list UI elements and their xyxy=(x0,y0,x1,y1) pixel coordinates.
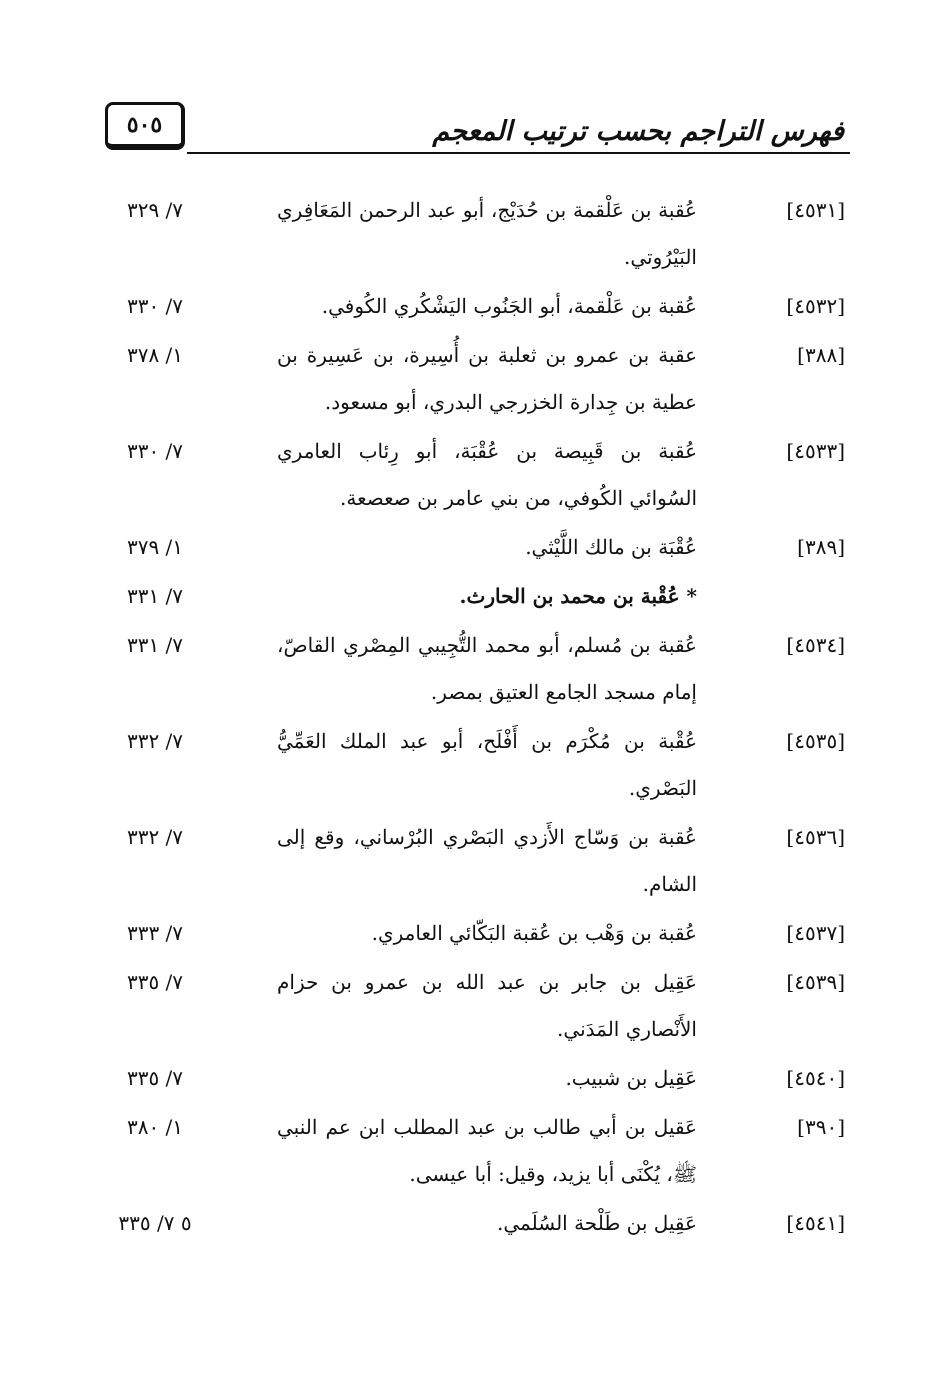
entry-reference: ٧/ ٣٣٥ xyxy=(126,970,184,994)
entry-text: عُقبة بن مُسلم، أبو محمد التُّجِيبي المِصْري القاصّ، إمام مسجد الجامع العتيق بمصر. xyxy=(277,633,697,704)
entry-text: عُقبة بن وَهْب بن عُقبة البَكّائي العامري. xyxy=(371,921,697,945)
index-entry xyxy=(105,573,845,622)
index-entries xyxy=(105,187,845,1249)
entry-number: [٤٥٣٥] xyxy=(786,729,845,753)
entry-text: عَقِيل بن جابر بن عبد الله بن عمرو بن حزام الأَنْصاري المَدَني. xyxy=(277,970,697,1041)
index-entry xyxy=(105,622,845,718)
entry-number: [٤٥٣٩] xyxy=(786,970,845,994)
index-entry xyxy=(105,524,845,573)
index-entry xyxy=(105,718,845,814)
entry-number: [٤٥٤١] xyxy=(786,1211,845,1235)
index-entry xyxy=(105,1104,845,1200)
page-header xyxy=(105,102,850,160)
index-entry xyxy=(105,1200,845,1249)
index-entry xyxy=(105,187,845,283)
entry-number: [٣٩٠] xyxy=(797,1115,845,1139)
page-number: ٥٠٥ xyxy=(105,102,185,150)
entry-reference: ٧/ ٣٣٣ xyxy=(126,921,184,945)
entry-text: عُقبة بن عَلْقمة بن حُدَيْج، أبو عبد الرحمن المَعَافِري البَيْرُوتي. xyxy=(277,198,697,269)
index-entry xyxy=(105,959,845,1055)
entry-reference: ٥ ٧/ ٣٣٥ xyxy=(118,1211,192,1235)
entry-reference: ٧/ ٣٢٩ xyxy=(126,198,184,222)
index-entry xyxy=(105,1055,845,1104)
entry-number: [٣٨٨] xyxy=(797,343,845,367)
entry-reference: ٧/ ٣٣٢ xyxy=(126,825,184,849)
entry-text: * عُقْبة بن محمد بن الحارث. xyxy=(459,584,697,608)
entry-number: [٤٥٣٣] xyxy=(786,439,845,463)
entry-number xyxy=(745,573,845,620)
entry-reference: ٧/ ٣٣١ xyxy=(126,633,184,657)
entry-number: [٤٥٣٢] xyxy=(786,294,845,318)
entry-reference: ١/ ٣٨٠ xyxy=(126,1115,184,1139)
index-entry xyxy=(105,283,845,332)
entry-text: عَقيل بن أبي طالب بن عبد المطلب ابن عم النبي ﷺ، يُكْنَى أبا يزيد، وقيل: أبا عيسى. xyxy=(277,1115,697,1186)
entry-text: عُقبة بن قَبِيصة بن عُقْبَة، أبو رِئاب العامري السُوائي الكُوفي، من بني عامر بن صعصعة. xyxy=(277,439,697,510)
entry-reference: ٧/ ٣٣١ xyxy=(126,584,184,608)
entry-reference: ٧/ ٣٣٢ xyxy=(126,729,184,753)
entry-text: عُقبة بن وَسّاج الأَزدي البَصْري البُرْساني، وقع إلى الشام. xyxy=(277,825,697,896)
entry-text: عُقْبَة بن مالك اللَّيْثي. xyxy=(525,535,697,559)
index-entry xyxy=(105,428,845,524)
entry-text: عُقْبة بن مُكْرَم بن أَفْلَح، أبو عبد الملك العَمِّيُّ البَصْري. xyxy=(277,729,697,800)
entry-number: [٣٨٩] xyxy=(797,535,845,559)
entry-text: عُقبة بن عَلْقمة، أبو الجَنُوب اليَشْكُري الكُوفي. xyxy=(321,294,697,318)
index-entry xyxy=(105,332,845,428)
entry-text: عقبة بن عمرو بن ثعلبة بن أُسِيرة، بن عَسِيرة بن عطية بن جِدارة الخزرجي البدري، أبو مسعود. xyxy=(277,343,697,414)
entry-text: عَقِيل بن طَلْحة السُلَمي. xyxy=(497,1211,697,1235)
entry-reference: ٧/ ٣٣٥ xyxy=(126,1066,184,1090)
index-entry xyxy=(105,910,845,959)
page-title: فهرس التراجم بحسب ترتيب المعجم xyxy=(432,116,844,147)
entry-number: [٤٥٣٦] xyxy=(786,825,845,849)
entry-number: [٤٥٣٤] xyxy=(786,633,845,657)
index-entry xyxy=(105,814,845,910)
entry-reference: ٧/ ٣٣٠ xyxy=(126,294,184,318)
entry-reference: ١/ ٣٧٩ xyxy=(126,535,184,559)
header-divider xyxy=(187,152,850,154)
entry-number: [٤٥٣٧] xyxy=(786,921,845,945)
entry-text: عَقِيل بن شبيب. xyxy=(565,1066,697,1090)
entry-number: [٤٥٣١] xyxy=(786,198,845,222)
entry-number: [٤٥٤٠] xyxy=(786,1066,845,1090)
entry-reference: ٧/ ٣٣٠ xyxy=(126,439,184,463)
entry-reference: ١/ ٣٧٨ xyxy=(126,343,184,367)
